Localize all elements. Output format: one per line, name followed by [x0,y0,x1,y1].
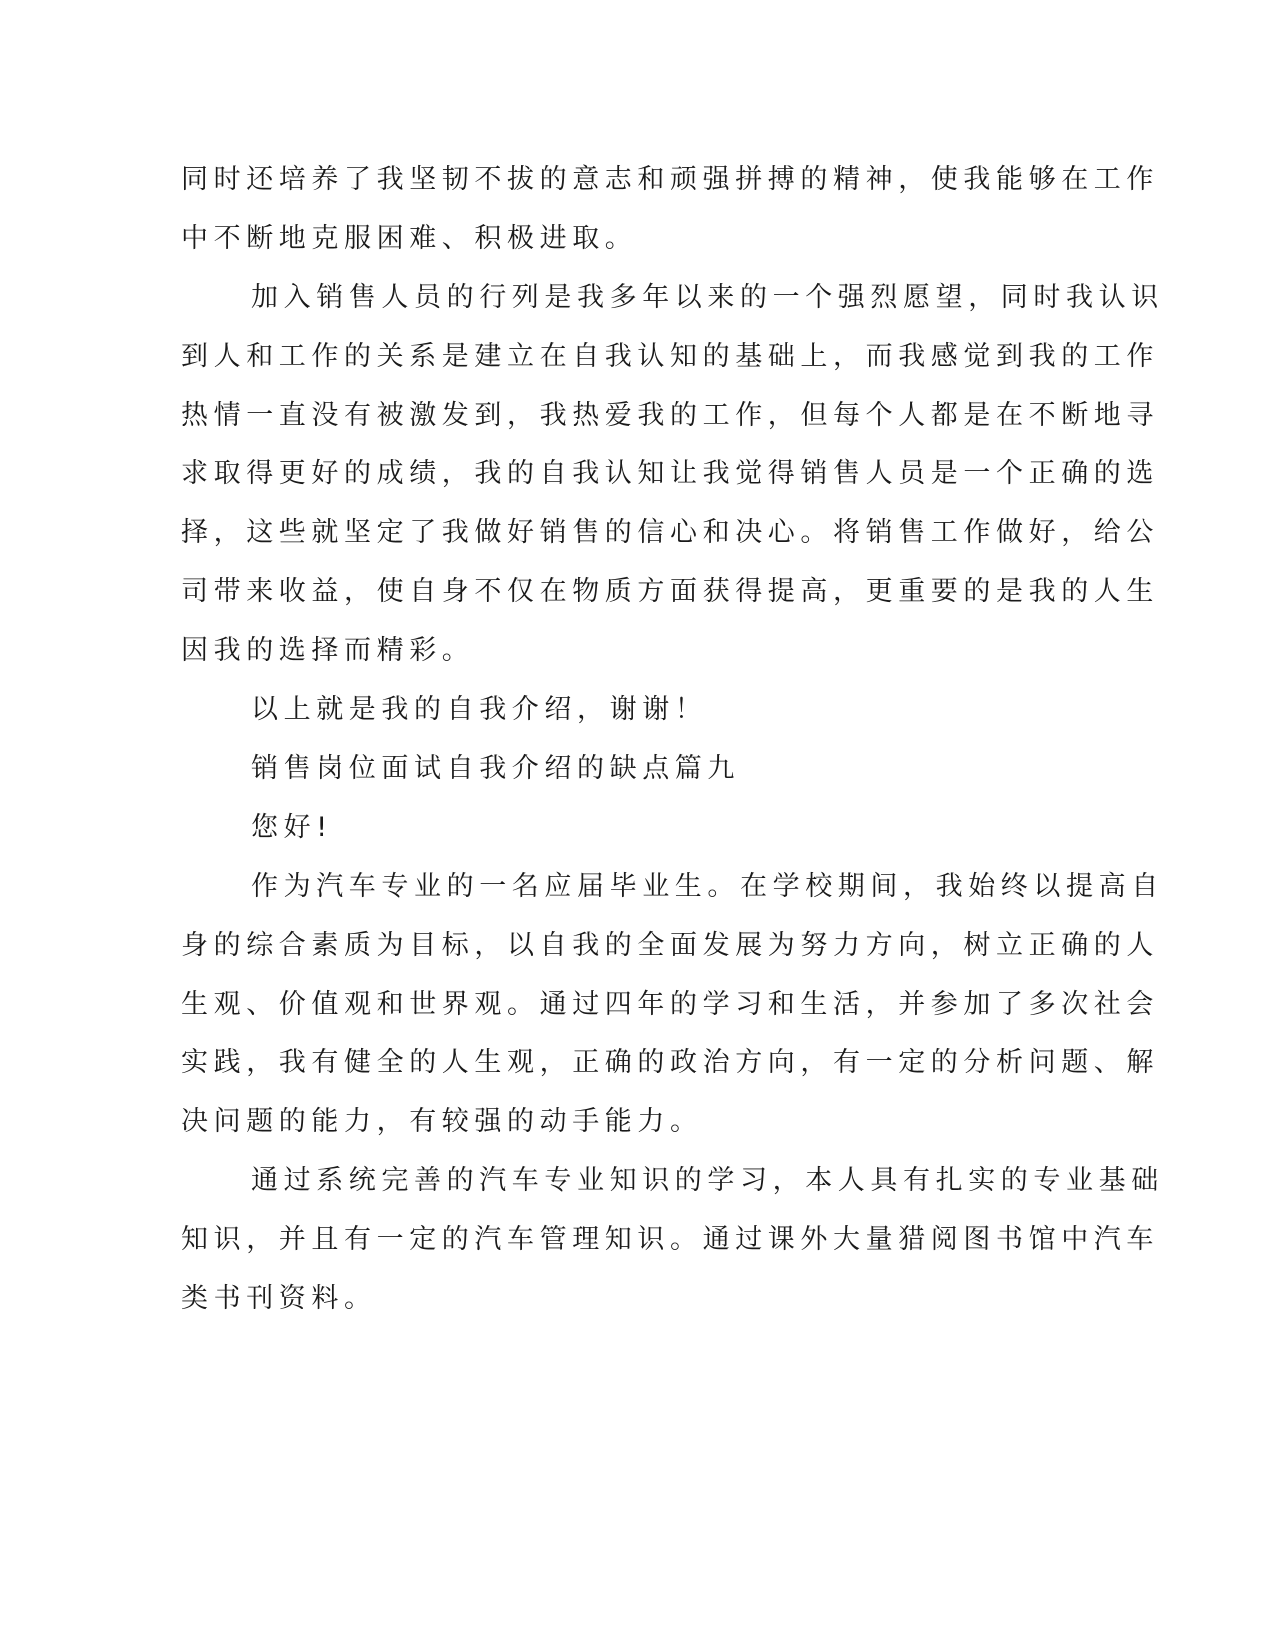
text-line: 因我的选择而精彩。 [181,635,475,666]
text-line: 同时还培养了我坚韧不拔的意志和顽强拼搏的精神，使我能够在工作 [181,164,1159,195]
text-line: 决问题的能力，有较强的动手能力。 [181,1106,703,1137]
text-line: 中不断地克服困难、积极进取。 [181,223,638,254]
paragraph-start-line: 加入销售人员的行列是我多年以来的一个强烈愿望，同时我认识 [251,282,1164,313]
text-line: 司带来收益，使自身不仅在物质方面获得提高，更重要的是我的人生 [181,576,1159,607]
text-line: 求取得更好的成绩，我的自我认知让我觉得销售人员是一个正确的选 [181,458,1159,489]
text-line: 热情一直没有被激发到，我热爱我的工作，但每个人都是在不断地寻 [181,400,1159,431]
greeting-line: 您好! [251,812,333,843]
text-line: 类书刊资料。 [181,1283,377,1314]
section-heading: 销售岗位面试自我介绍的缺点篇九 [251,753,740,784]
paragraph-start-line: 通过系统完善的汽车专业知识的学习，本人具有扎实的专业基础 [251,1165,1164,1196]
closing-line: 以上就是我的自我介绍，谢谢！ [251,694,708,725]
text-line: 身的综合素质为目标，以自我的全面发展为努力方向，树立正确的人 [181,930,1159,961]
text-line: 生观、价值观和世界观。通过四年的学习和生活，并参加了多次社会 [181,989,1159,1020]
text-line: 知识，并且有一定的汽车管理知识。通过课外大量猎阅图书馆中汽车 [181,1224,1159,1255]
text-line: 实践，我有健全的人生观，正确的政治方向，有一定的分析问题、解 [181,1047,1159,1078]
text-line: 择，这些就坚定了我做好销售的信心和决心。将销售工作做好，给公 [181,517,1159,548]
paragraph-start-line: 作为汽车专业的一名应届毕业生。在学校期间，我始终以提高自 [251,871,1164,902]
text-line: 到人和工作的关系是建立在自我认知的基础上，而我感觉到我的工作 [181,341,1159,372]
